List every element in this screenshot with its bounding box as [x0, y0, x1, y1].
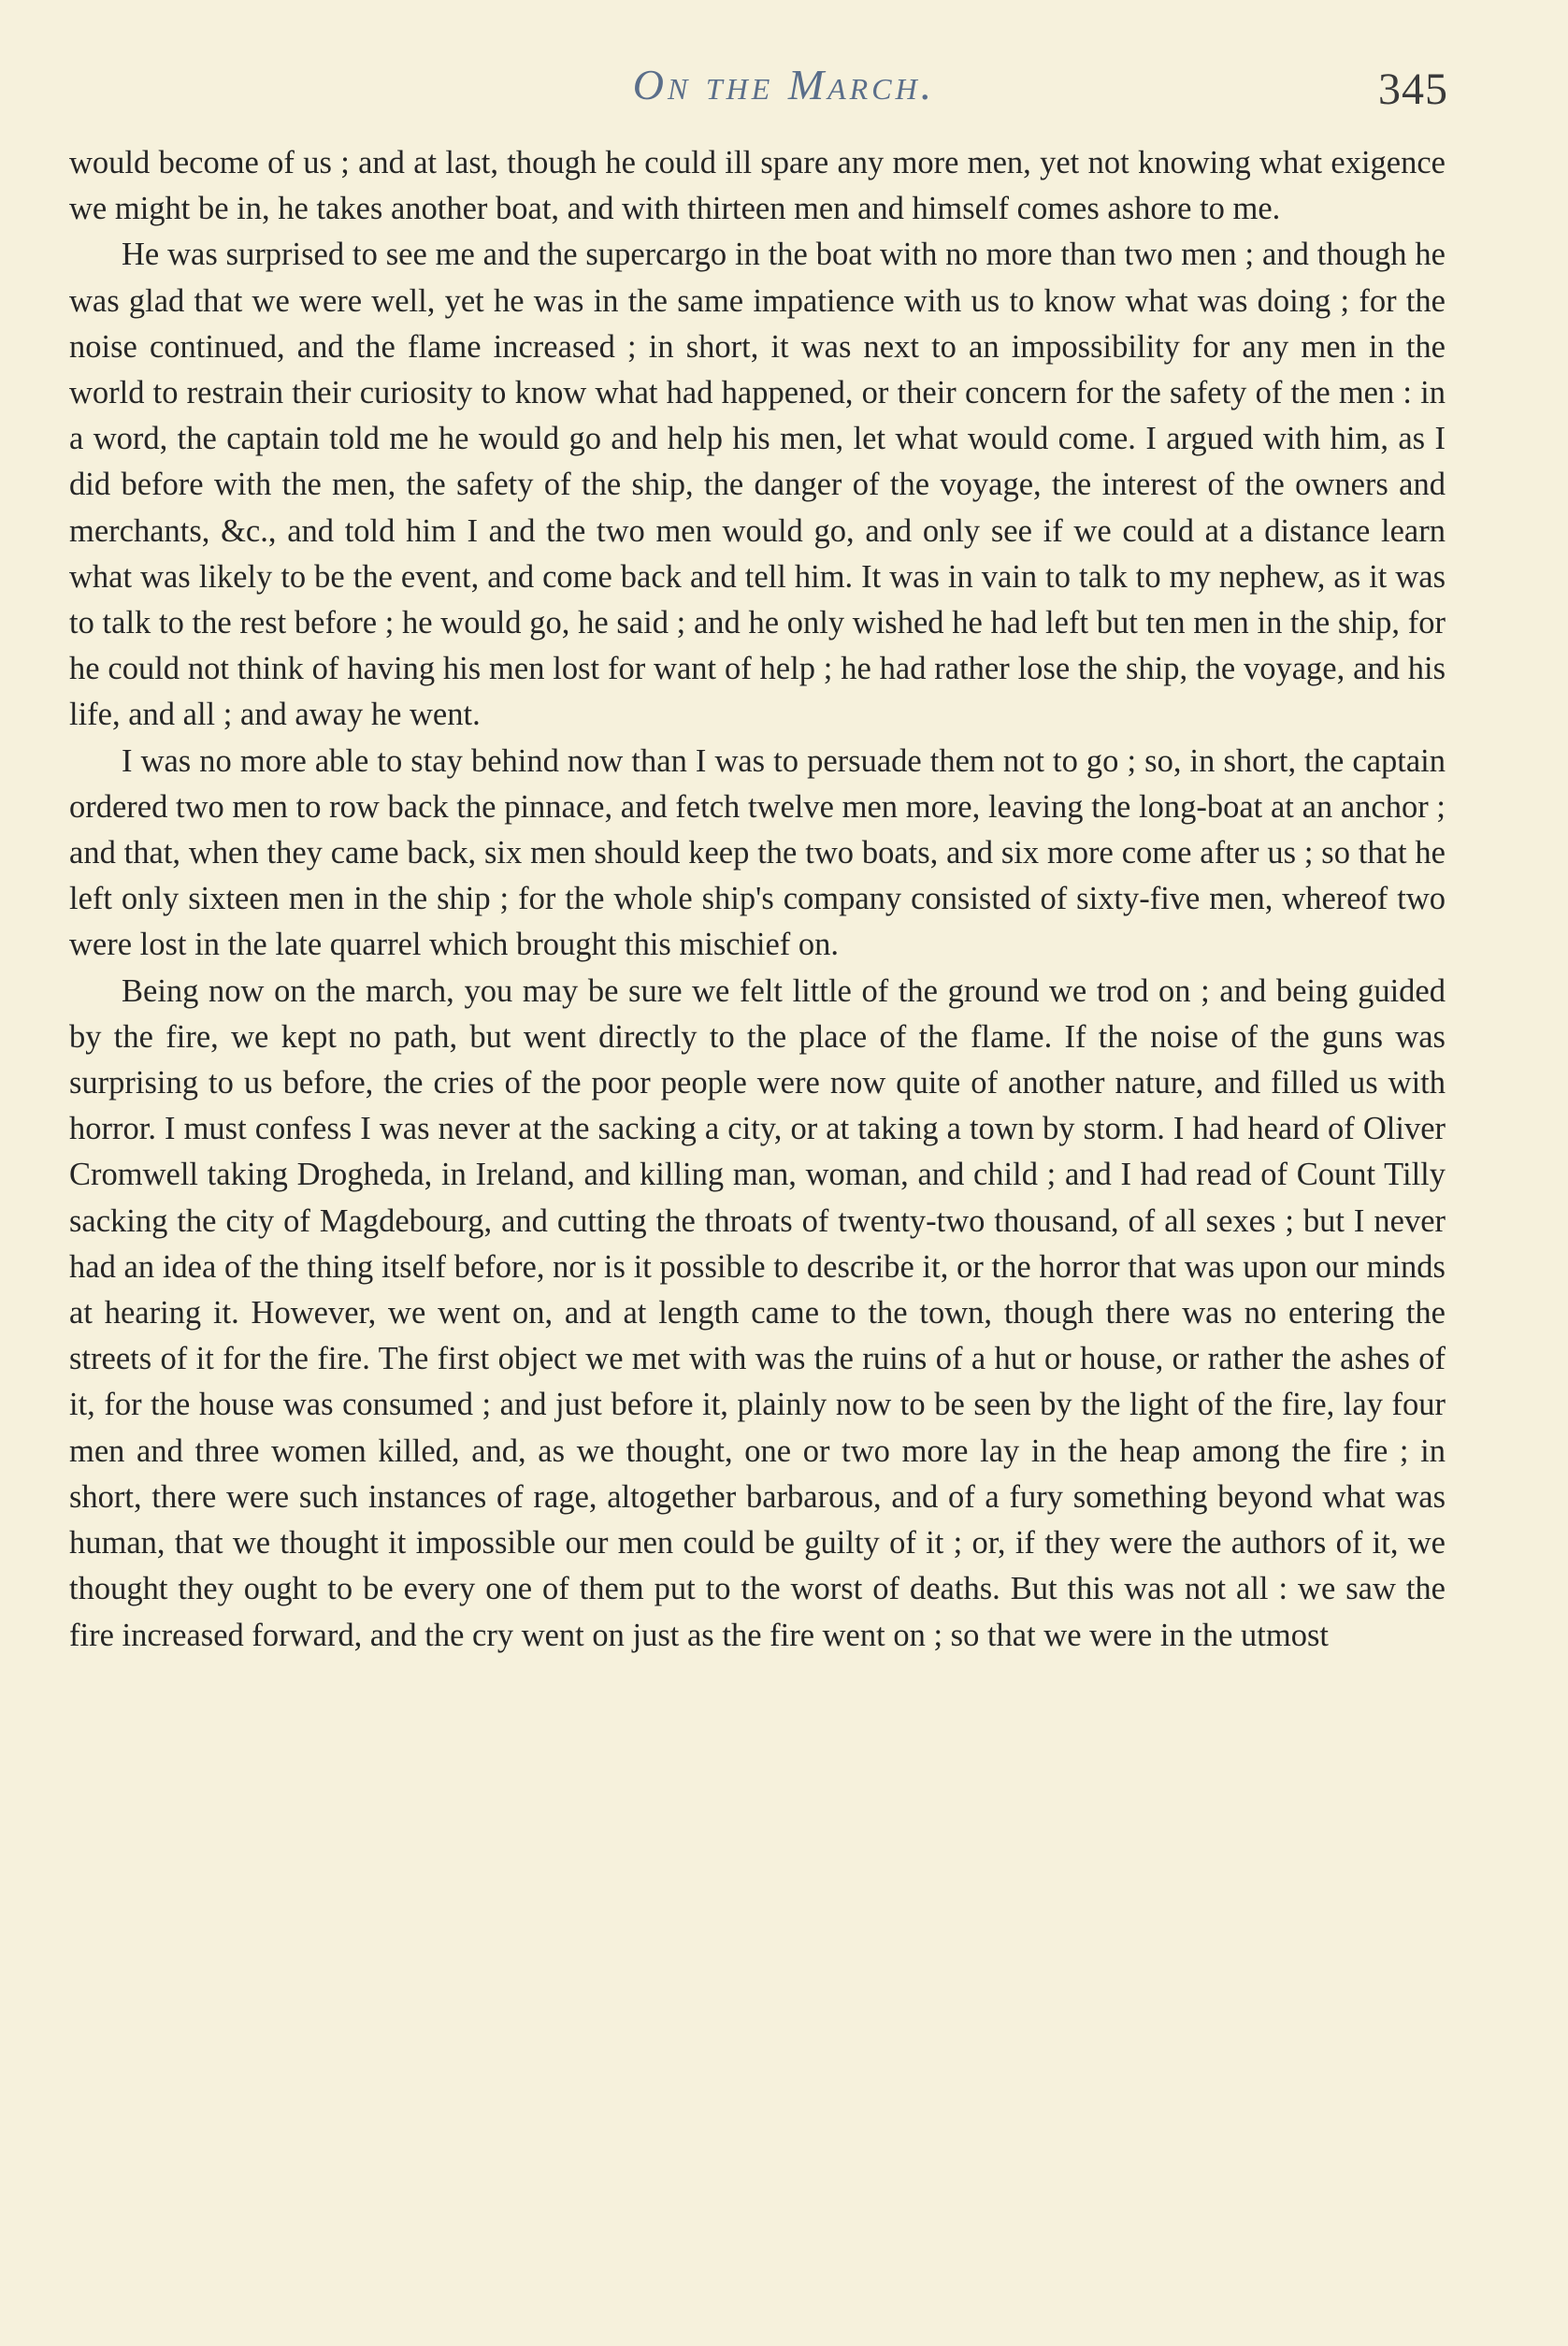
body-text [69, 140, 1446, 1659]
page-number: 345 [1378, 65, 1448, 114]
paragraph: I was no more able to stay behind now than I was to persuade them not to go ; so, in short, the captain ordered two men to row back the pinnace, and fetch twelve men more, leaving the long-boat at an anchor ; and that, when they came back, six men should keep the two boats, and six more come after us ; so that he left only sixteen men in the ship ; for the whole ship's company consisted of sixty-five men, whereof two were lost in the late quarrel which brought this mischief on. [69, 742, 1446, 963]
paragraph: Being now on the march, you may be sure we felt little of the ground we trod on ; and being guided by the fire, we kept no path, but went directly to the place of the flame. If the noise of the guns was surprising to us before, the cries of the poor people were now quite of another nature, and filled us with horror. I must confess I was never at the sacking a city, or at taking a town by storm. I had heard of Oliver Cromwell taking Drogheda, in Ireland, and killing man, woman, and child ; and I had read of Count Tilly sacking the city of Magdebourg, and cutting the throats of twenty-two thousand, of all sexes ; but I never had an idea of the thing itself before, nor is it possible to describe it, or the horror that was upon our minds at hearing it. However, we went on, and at length came to the town, though there was no entering the streets of it for the fire. The first object we met with was the ruins of a hut or house, or rather the ashes of it, for the house was consumed ; and just before it, plainly now to be seen by the light of the fire, lay four men and three women killed, and, as we thought, one or two more lay in the heap among the fire ; in short, there were such instances of rage, altogether barbarous, and of a fury something beyond what was human, that we thought it impossible our men could be guilty of it ; or, if they were the authors of it, we thought they ought to be every one of them put to the worst of deaths. But this was not all : we saw the fire increased forward, and the cry went on just as the fire went on ; so that we were in the utmost [69, 972, 1446, 1653]
running-title: On the March. [632, 61, 936, 108]
paragraph-continued: would become of us ; and at last, though he could ill spare any more men, yet not knowing what exigence we might be in, he takes another boat, and with thirteen men and himself comes ashore to me. [69, 145, 1446, 227]
page-header [0, 54, 1568, 129]
paragraph: He was surprised to see me and the supercargo in the boat with no more than two men ; and though he was glad that we were well, yet he was in the same impatience with us to know what was doing ; for the noise continued, and the flame increased ; in short, it was next to an impossibility for any men in the world to restrain their curiosity to know what had happened, or their concern for the safety of the men : in a word, the captain told me he would go and help his men, let what would come. I argued with him, as I did before with the men, the safety of the ship, the danger of the voyage, the interest of the owners and merchants, &c., and told him I and the two men would go, and only see if we could at a distance learn what was likely to be the event, and come back and tell him. It was in vain to talk to my nephew, as it was to talk to the rest before ; he would go, he said ; and he only wished he had left but ten men in the ship, for he could not think of having his men lost for want of help ; he had rather lose the ship, the voyage, and his life, and all ; and away he went. [69, 237, 1446, 733]
